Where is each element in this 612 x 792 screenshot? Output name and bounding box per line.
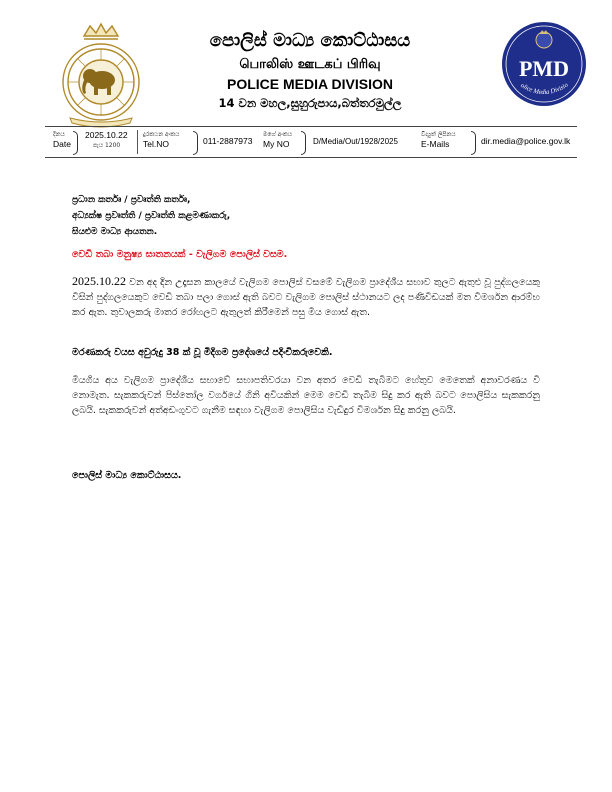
tel-label: දුරකථන අංකය Tel.NO: [143, 131, 180, 149]
address: 14 වන මහල,සුහුරුපාය,බත්තරමුල්ල: [218, 96, 402, 110]
paragraph-1: [72, 274, 540, 320]
victim-line: මරණකරු වයස අවුරුදු 38 ක් වූ මිදිගම ප්‍රදේශයේ පදිංචිකරුවෙකි.: [72, 347, 333, 358]
svg-text:PMD: PMD: [518, 56, 570, 81]
salutation-line: සියළුම මාධ්‍ය ආයතන.: [72, 227, 158, 237]
title-sinhala: පොලිස් මාධ්‍ය කොට්ඨාසය: [209, 30, 411, 51]
email-value[interactable]: dir.media@police.gov.lk: [481, 136, 571, 146]
email-label: විද්‍යුත් ලිපිනය E-Mails: [421, 131, 456, 149]
date-label: දිනය Date: [53, 131, 71, 149]
date-value: 2025.10.22 පැය 1200: [85, 130, 128, 149]
reference-bar: [45, 126, 577, 158]
signature: පොලිස් මාධ්‍ය කොට්ඨාසය.: [72, 470, 182, 481]
salutation: [72, 192, 230, 240]
police-emblem-icon: [50, 22, 152, 128]
salutation-line: ප්‍රධාන කර්තෘ / ප්‍රවෘත්ති කර්තෘ,: [72, 195, 191, 205]
title-tamil: பொலிஸ் ஊடகப் பிரிவு: [239, 57, 381, 72]
title-english: POLICE MEDIA DIVISION: [227, 76, 393, 92]
paragraph-2: මියගිය අය වැලිගම ප්‍රාදේශීය සභාවේ සභාපතිවරයා වන අතර වෙඩි තැබීමට හේතුව මෙතෙක් අනාවරණය වී නොමැත. සැකකරුවන් පිස්තෝල වර්ගයේ ගිනි අවියකින් මෙම වෙඩි තැබීම සිදු කර ඇති බවට පොලිසිය සැකකරනු ලබයි. සැකකරුවන් අත්අඩංගුවට ගැනීම සඳහා වැලිගම පොලිසිය වැඩිදුර විමර්ශන සිදු කරනු ලබයි.: [72, 375, 540, 416]
salutation-line: අධ්‍යක්ෂ ප්‍රවෘත්ති / ප්‍රවෘත්ති කළමණාකරු,: [72, 211, 231, 221]
myno-label: මගේ අංකය My NO: [263, 131, 293, 149]
tel-value: 011-2887973: [203, 136, 253, 146]
pmd-logo-icon: [500, 20, 588, 108]
myno-value: D/Media/Out/1928/2025: [313, 137, 398, 146]
paragraph-1-text: වන අද දින උදෑසන කාලයේ වැලිගම පොලිස් වසමේ වැලිගම ප්‍රාදේශීය සභාව තුලට ඇතුළු වූ පුද්ගලයෙකු විසින් පුද්ගලයෙකුට වෙඩි තබා පලා ගොස් ඇති බවට වැලිගම පොලිස් ස්ථානයට ලද පණිවිඩයක් මත විමර්ශන ආරම්භ කර ඇත. තුවාලකරු මාතර රෝහලට ඇතුලත් කිරීමෙන් පසු මිය ගොස් ඇත.: [72, 277, 540, 318]
incident-date: 2025.10.22: [72, 274, 126, 288]
svg-text:Police Media Division: olice Media Divisio: [519, 81, 570, 97]
subject-line: වෙඩි තබා මනුෂ්‍ය ඝාතනයක් - වැලිගම පොලිස් වසම.: [72, 249, 288, 260]
